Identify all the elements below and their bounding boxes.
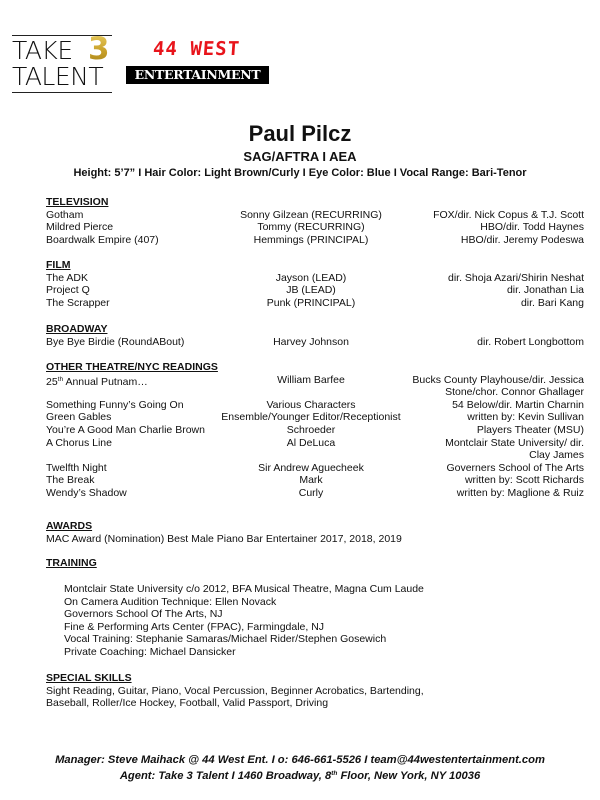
- credit-row: [46, 336, 584, 349]
- credit-title: Green Gables: [46, 411, 112, 424]
- section-title: OTHER THEATRE/NYC READINGS: [46, 361, 218, 373]
- credit-company: written by: Scott Richards: [464, 474, 584, 487]
- credit-row: [46, 437, 584, 462]
- credit-role: William Barfee: [277, 373, 345, 386]
- credit-row: [46, 474, 584, 487]
- credit-title: Something Funny’s Going On: [46, 398, 184, 411]
- skills-line: Baseball, Roller/Ice Hockey, Football, Valid Passport, Driving: [46, 697, 329, 710]
- credit-title: Bye Bye Birdie (RoundABout): [46, 335, 185, 348]
- credit-title: Wendy’s Shadow: [46, 486, 127, 499]
- training-item: Governors School Of The Arts, NJ: [64, 608, 223, 621]
- training-item: Fine & Performing Arts Center (FPAC), Farmingdale, NJ: [64, 620, 325, 633]
- logo-bar: [0, 0, 600, 100]
- credit-role: Tommy (RECURRING): [257, 221, 365, 234]
- credit-row: [46, 399, 584, 412]
- section-television: [46, 196, 584, 246]
- section-special-skills: [46, 672, 584, 710]
- credit-company: written by: Kevin Sullivan: [467, 411, 584, 424]
- union-affiliations: SAG/AFTRA I AEA: [243, 149, 357, 164]
- credit-title: The Break: [46, 474, 95, 487]
- credit-role: Jayson (LEAD): [275, 271, 347, 284]
- section-other-theatre: [46, 361, 584, 500]
- credit-company: Players Theater (MSU): [476, 423, 584, 436]
- section-film: [46, 259, 584, 309]
- credit-role: JB (LEAD): [286, 284, 336, 297]
- manager-contact: Manager: Steve Maihack @ 44 West Ent. I o: 646-661-5526 I team@44westentertainment.com: [55, 754, 545, 766]
- section-title: TRAINING: [46, 557, 97, 569]
- credit-title: Project Q: [46, 284, 90, 297]
- credit-company: FOX/dir. Nick Copus & T.J. Scott: [433, 208, 584, 221]
- credit-company: written by: Maglione & Ruiz: [456, 486, 584, 499]
- credit-company: HBO/dir. Todd Haynes: [480, 221, 584, 234]
- credit-row: [46, 462, 584, 475]
- ordinal-suffix: th: [57, 375, 64, 383]
- section-title: AWARDS: [46, 520, 93, 532]
- training-item: Private Coaching: Michael Dansicker: [64, 645, 236, 658]
- section-title: SPECIAL SKILLS: [46, 672, 132, 684]
- section-title: BROADWAY: [46, 323, 108, 335]
- credit-row: [46, 411, 584, 424]
- credit-title: The ADK: [46, 271, 89, 284]
- credit-row: [46, 209, 584, 222]
- logo-rule: [12, 92, 112, 93]
- training-item: Vocal Training: Stephanie Samaras/Michael Rider/Stephen Gosewich: [64, 633, 387, 646]
- credit-row: [46, 487, 584, 500]
- credit-role: Various Characters: [266, 398, 356, 411]
- section-training: [46, 557, 584, 658]
- credit-row: [46, 221, 584, 234]
- actor-name: Paul Pilcz: [248, 121, 352, 146]
- credit-role: Schroeder: [286, 423, 336, 436]
- training-list: [64, 583, 424, 659]
- logo-word-talent: TALENT: [12, 62, 104, 91]
- credit-title: [46, 374, 148, 389]
- credit-company: Bucks County Playhouse/dir. Jessica Stone/chor. Connor Ghallager: [412, 373, 584, 399]
- skills-line: Sight Reading, Guitar, Piano, Vocal Percussion, Beginner Acrobatics, Bartending,: [46, 684, 424, 697]
- credit-company: HBO/dir. Jeremy Podeswa: [460, 233, 584, 246]
- credit-row: [46, 374, 584, 399]
- award-item: MAC Award (Nomination) Best Male Piano Bar Entertainer 2017, 2018, 2019: [46, 532, 402, 545]
- credit-row: [46, 234, 584, 247]
- credit-role: Mark: [299, 474, 323, 487]
- credit-role: Sir Andrew Aguecheek: [258, 461, 364, 474]
- credit-role: Harvey Johnson: [273, 335, 349, 348]
- credit-title-number: 25: [46, 375, 58, 388]
- 44-west-entertainment-logo: [123, 38, 269, 90]
- take-3-talent-logo: [12, 33, 112, 93]
- training-item: Montclair State University c/o 2012, BFA Musical Theatre, Magna Cum Laude: [64, 583, 424, 595]
- credit-title: Boardwalk Empire (407): [46, 233, 159, 246]
- credit-title: Mildred Pierce: [46, 221, 114, 234]
- credit-title: Twelfth Night: [46, 461, 107, 474]
- section-awards: [46, 520, 584, 545]
- agent-contact-text-end: Floor, New York, NY 10036: [337, 770, 481, 782]
- logo-44-west: 44 WEST: [152, 38, 241, 60]
- credit-row: [46, 272, 584, 285]
- credit-company: Montclair State University/ dir. Clay James: [445, 436, 584, 462]
- credit-company: dir. Bari Kang: [520, 296, 584, 309]
- section-title: TELEVISION: [46, 196, 109, 208]
- credit-title: You’re A Good Man Charlie Brown: [46, 423, 205, 436]
- credit-role: Punk (PRINCIPAL): [266, 296, 356, 309]
- agent-contact: [0, 767, 600, 783]
- credit-title-text: Annual Putnam…: [63, 375, 148, 388]
- credit-row: [46, 424, 584, 437]
- credit-role: Hemmings (PRINCIPAL): [253, 233, 369, 246]
- training-item: On Camera Audition Technique: Ellen Novack: [64, 595, 277, 608]
- section-title: FILM: [46, 259, 71, 271]
- credit-title: The Scrapper: [46, 296, 110, 309]
- credit-company: Governers School of The Arts: [446, 461, 584, 474]
- logo-numeral-3: 3: [88, 31, 110, 67]
- credit-title: A Chorus Line: [46, 436, 112, 449]
- credit-role: Ensemble/Younger Editor/Receptionist: [221, 411, 401, 424]
- credit-company: dir. Shoja Azari/Shirin Neshat: [448, 271, 584, 284]
- credit-role: Curly: [298, 486, 324, 499]
- credit-row: [46, 284, 584, 297]
- credit-role: Sonny Gilzean (RECURRING): [240, 208, 382, 221]
- credit-company: dir. Robert Longbottom: [477, 335, 584, 348]
- logo-entertainment-bar: ENTERTAINMENT: [126, 66, 269, 84]
- credit-row: [46, 297, 584, 310]
- credit-title: Gotham: [46, 208, 84, 221]
- credit-role: Al DeLuca: [286, 436, 336, 449]
- section-broadway: [46, 323, 584, 348]
- agent-contact-text: Agent: Take 3 Talent I 1460 Broadway, 8: [119, 770, 332, 782]
- credit-company: dir. Jonathan Lia: [506, 284, 584, 297]
- logo-word-take: TAKE: [12, 36, 73, 65]
- ordinal-suffix: th: [331, 770, 338, 777]
- physical-stats: Height: 5’7” I Hair Color: Light Brown/Curly I Eye Color: Blue I Vocal Range: Bari-Tenor: [73, 167, 527, 179]
- credit-company: 54 Below/dir. Martin Charnin: [452, 398, 584, 411]
